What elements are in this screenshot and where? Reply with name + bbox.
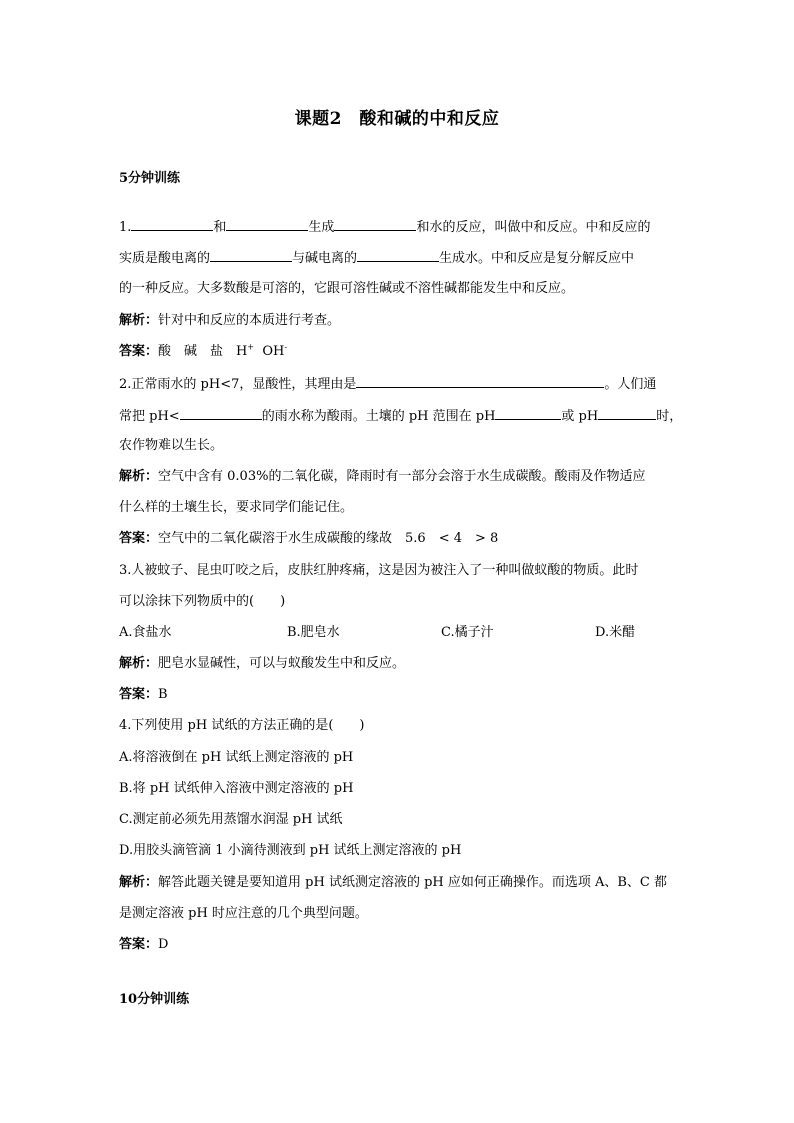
- blank: [226, 216, 308, 231]
- blank: [356, 373, 604, 388]
- q3-answer: 答案：B: [119, 687, 168, 702]
- q4-option-b: B.将 pH 试纸伸入溶液中测定溶液的 pH: [119, 781, 354, 796]
- section-heading-5min: 5分钟训练: [119, 171, 181, 186]
- q4-analysis-2: 是测定溶液 pH 时应注意的几个典型问题。: [119, 906, 368, 921]
- q2-analysis-2: 什么样的土壤生长，要求同学们能记住。: [119, 500, 354, 515]
- blank: [598, 405, 656, 420]
- q2-answer: 答案：空气中的二氧化碳溶于水生成碳酸的缘故 5.6 < 4 > 8: [119, 531, 499, 546]
- q4-option-a: A.将溶液倒在 pH 试纸上测定溶液的 pH: [119, 750, 354, 765]
- blank: [357, 247, 439, 262]
- q4-option-c: C.测定前必须先用蒸馏水润湿 pH 试纸: [119, 812, 343, 827]
- q2-line-3: 农作物难以生长。: [119, 438, 224, 453]
- q2-line-1: 2.正常雨水的 pH<7，显酸性，其理由是 。人们通: [119, 373, 656, 395]
- q1-answer: 答案：酸 碱 盐 H+ OH-: [119, 342, 288, 359]
- blank: [131, 216, 213, 231]
- q1-line-2: 实质是酸电离的 与碱电离的 生成水。中和反应是复分解反应中: [119, 247, 634, 269]
- q4-line-1: 4.下列使用 pH 试纸的方法正确的是( ): [119, 718, 365, 733]
- page-title: 课题2 酸和碱的中和反应: [294, 109, 500, 129]
- q2-analysis-1: 解析：空气中含有 0.03%的二氧化碳，降雨时有一部分会溶于水生成碳酸。酸雨及作物适应: [119, 469, 646, 484]
- q3-option-b: B.肥皂水: [287, 625, 340, 640]
- blank: [334, 216, 416, 231]
- q3-option-a: A.食盐水: [119, 625, 172, 640]
- q1-analysis: 解析：针对中和反应的本质进行考查。: [119, 313, 341, 328]
- blank: [495, 405, 561, 420]
- q1-line-1: 1. 和 生成 和水的反应，叫做中和反应。中和反应的: [119, 216, 650, 238]
- section-heading-10min: 10分钟训练: [119, 992, 190, 1007]
- q3-line-1: 3.人被蚊子、昆虫叮咬之后，皮肤红肿疼痛，这是因为被注入了一种叫做蚁酸的物质。此时: [119, 563, 639, 578]
- q4-analysis-1: 解析：解答此题关键是要知道用 pH 试纸测定溶液的 pH 应如何正确操作。而选项 A、B、C 都: [119, 875, 668, 890]
- q2-line-2: 常把 pH< 的雨水称为酸雨。土壤的 pH 范围在 pH 或 pH 时，: [119, 405, 682, 427]
- q3-option-c: C.橘子汁: [441, 625, 494, 640]
- blank: [180, 405, 262, 420]
- q4-option-d: D.用胶头滴管滴 1 小滴待测液到 pH 试纸上测定溶液的 pH: [119, 843, 462, 858]
- q3-option-d: D.米醋: [595, 625, 636, 640]
- q3-analysis: 解析：肥皂水显碱性，可以与蚁酸发生中和反应。: [119, 656, 406, 671]
- q3-line-2: 可以涂抹下列物质中的( ): [119, 594, 286, 609]
- q1-line-3: 的一种反应。大多数酸是可溶的，它跟可溶性碱或不溶性碱都能发生中和反应。: [119, 281, 575, 296]
- blank: [210, 247, 292, 262]
- q4-answer: 答案：D: [119, 937, 169, 952]
